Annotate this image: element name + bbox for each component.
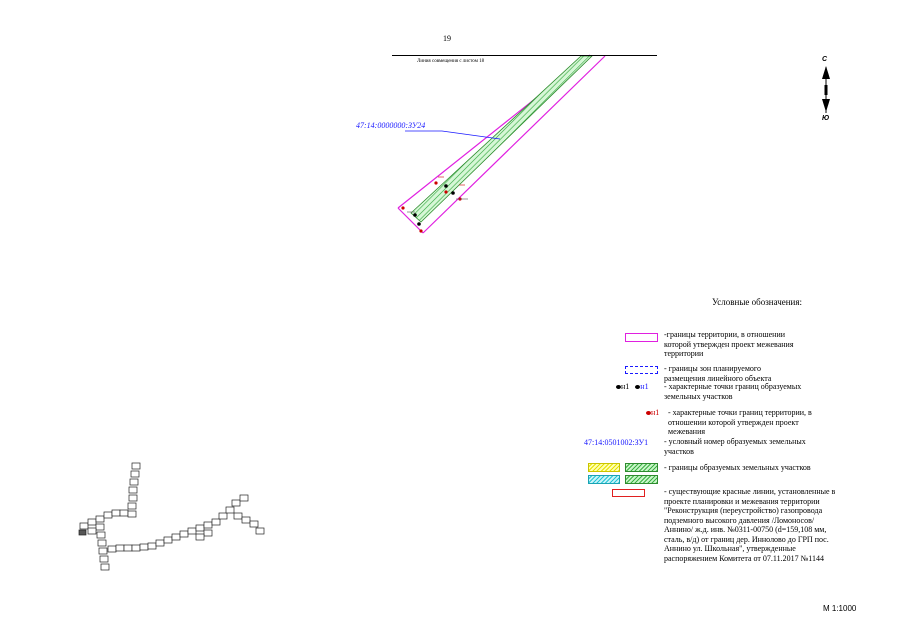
legend-swatch-cyan <box>588 475 620 484</box>
parcel-zu24[interactable] <box>411 56 592 222</box>
legend-text-parcel-number: - условный номер образуемых земельных участков <box>664 437 806 456</box>
legend-parcel-points-markers <box>616 382 649 392</box>
parcel-label[interactable]: 47:14:0000000:ЗУ24 <box>356 121 426 130</box>
overview-inset-map <box>79 463 264 570</box>
legend-swatch-red-lines <box>612 489 645 497</box>
legend-territory-points-marker <box>646 408 659 418</box>
sheet-number: 19 <box>443 34 451 43</box>
point-label: н1 <box>651 408 660 417</box>
legend-text-linear-zone: - границы зон планируемого размещения линейного объекта <box>664 364 772 383</box>
legend-text-parcel-points: - характерные точки границ образуемых земельных участков <box>664 382 802 401</box>
legend-swatch-yellow <box>588 463 620 472</box>
legend-title: Условные обозначения: <box>712 297 803 307</box>
legend-swatch-linear-zone <box>625 366 658 374</box>
legend-swatch-territory <box>625 333 658 342</box>
match-line <box>392 55 657 56</box>
compass-north-label: С <box>822 56 828 63</box>
match-line-label: Линия совмещения с листом 18 <box>417 59 485 64</box>
legend-text-territory-points: - характерные точки границ территории, в отношении которой утвержден проект межевания <box>668 408 812 436</box>
north-arrow-icon <box>822 66 830 113</box>
compass-south-label: Ю <box>822 115 830 122</box>
legend-sample-parcel-number: 47:14:0501002:ЗУ1 <box>584 438 649 447</box>
scale-label: М 1:1000 <box>823 604 857 613</box>
legend-text-parcel-boundaries: - границы образуемых земельных участков <box>664 463 811 472</box>
legend-text-red-lines: - существующие красные линии, установленные в проекте планировки и межевания территории "Реконструкция (переустройство) газопровода подземного высокого давления /Ломоносов/Аннино/ ж.д. инв. №0311-00750 (d=159,108 мм, сталь, в/д) от границ дер. Иннолово до ГРП пос. Аннино ул. Школьная", утвержденные распоряжением Комитета от 07.11.2017 №1144 <box>664 487 836 563</box>
legend-text-territory: -границы территории, в отношении которой утвержден проект межевания территории <box>664 330 794 358</box>
legend-swatch-green <box>625 475 658 484</box>
point-label: н1 <box>621 382 630 391</box>
point-label: н1 <box>640 382 649 391</box>
legend-swatch-green <box>625 463 658 472</box>
